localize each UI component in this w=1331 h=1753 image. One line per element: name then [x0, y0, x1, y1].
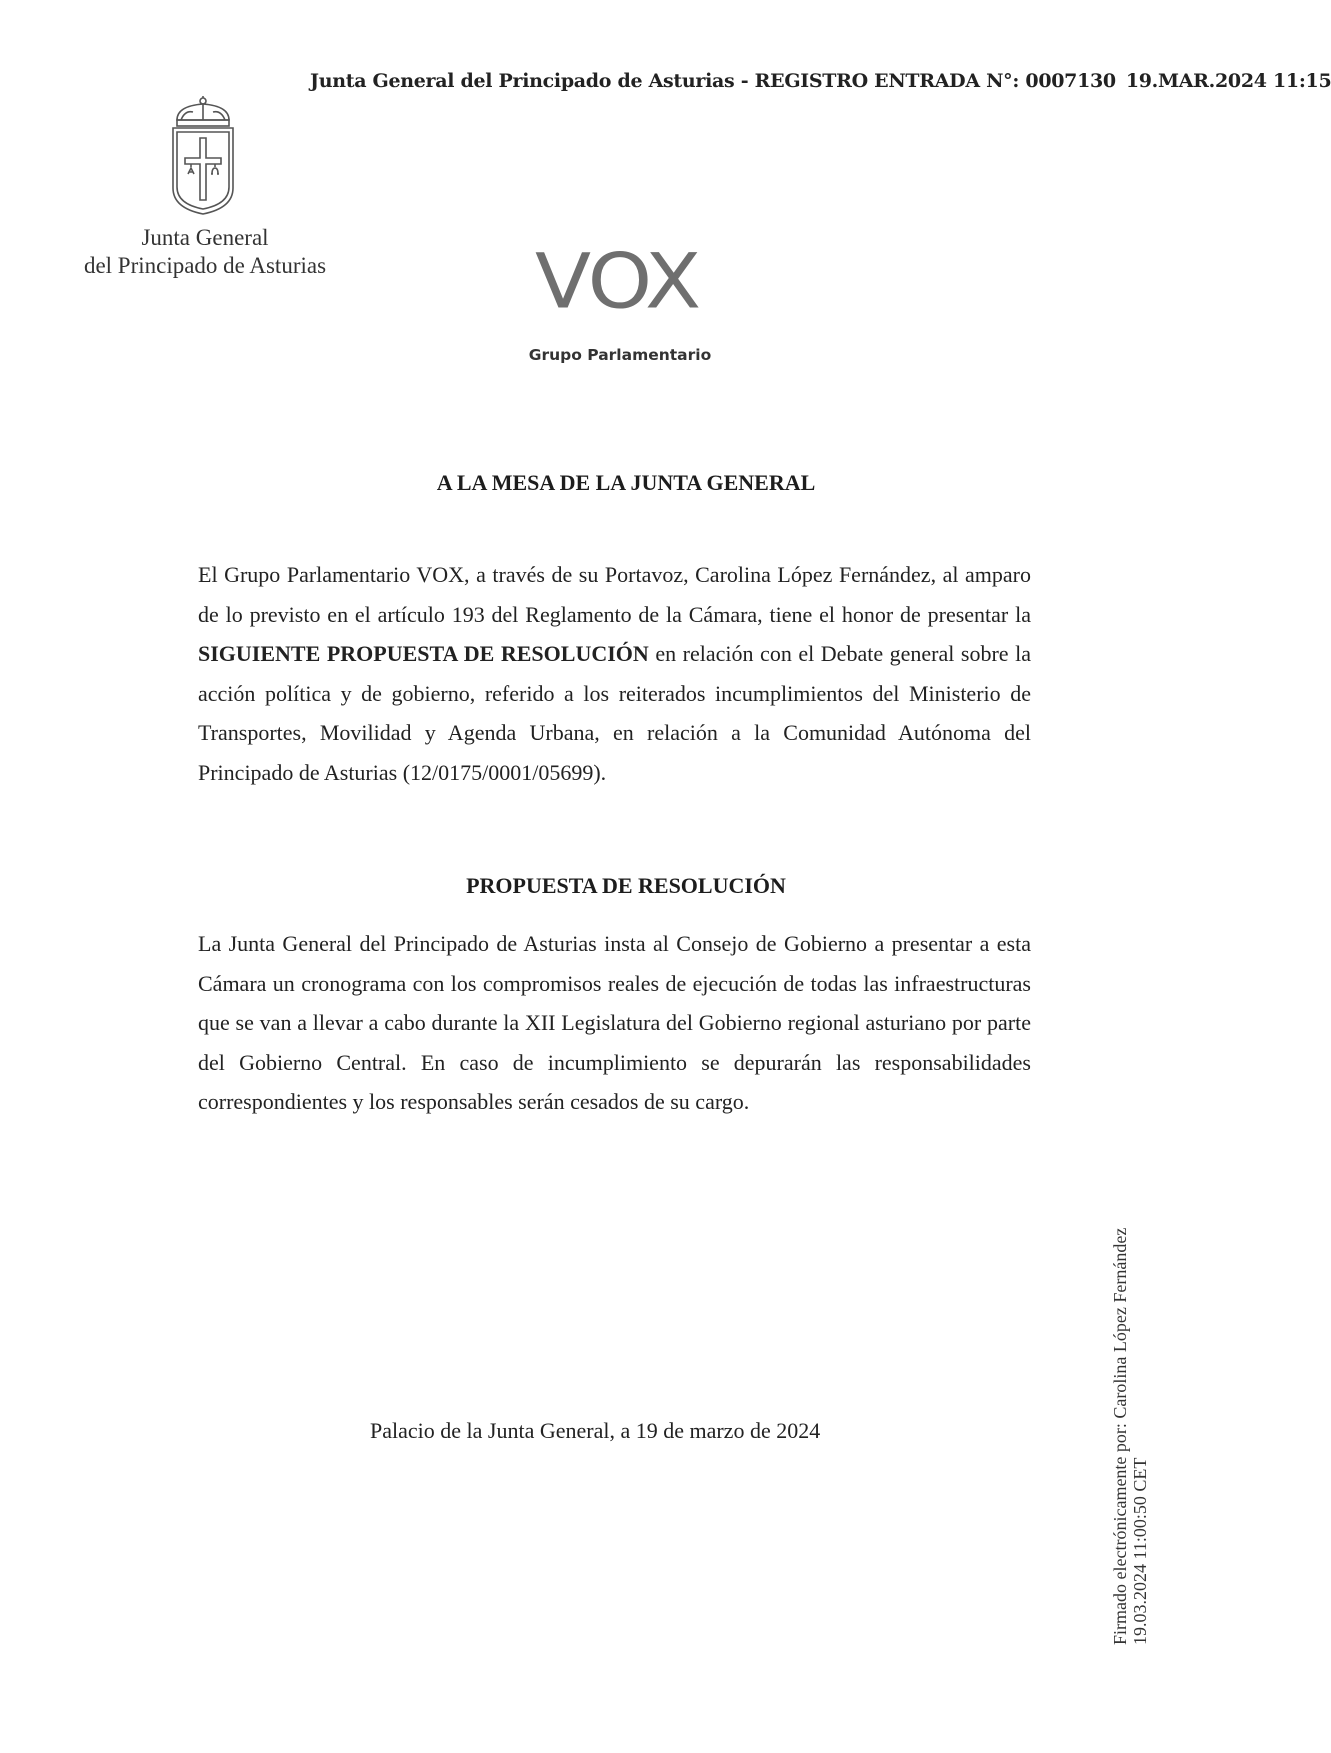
intro-text-end: en relación con el Debate general sobre la acción política y de gobierno, referido a los reiterados incumplimientos del Ministerio de Transportes, Movilidad y Agenda Urbana, en relación a la Comunidad Autónoma del Principado de Asturias (12/0175/0001/05699). — [198, 641, 1032, 785]
resolution-paragraph: La Junta General del Principado de Asturias insta al Consejo de Gobierno a presentar a esta Cámara un cronograma con los compromisos reales de ejecución de todas las infraestructuras que se van a llevar a cabo durante la XII Legislatura del Gobierno regional asturiano por parte del Gobierno Central. En caso de incumplimiento se depurarán las responsabilidades correspondientes y los responsables serán cesados de su cargo. — [198, 931, 1031, 1115]
addressee-heading: A LA MESA DE LA JUNTA GENERAL — [436, 470, 816, 495]
vox-logo: VOX — [535, 238, 700, 326]
section-title: PROPUESTA DE RESOLUCIÓN — [466, 873, 786, 898]
intro-text-bold: SIGUIENTE PROPUESTA DE RESOLUCIÓN — [198, 641, 649, 667]
registry-stamp — [310, 70, 1331, 92]
electronic-signature — [1110, 1225, 1162, 1645]
institution-name — [60, 224, 350, 280]
signature-timestamp: 19.03.2024 11:00:50 CET — [1130, 1457, 1150, 1645]
registry-number: Junta General del Principado de Asturias - REGISTRO ENTRADA N°: 0007130 — [310, 70, 1116, 92]
intro-paragraph — [198, 555, 1031, 793]
asturias-crest-icon — [163, 96, 243, 218]
registry-datetime: 19.MAR.2024 11:15 — [1125, 70, 1331, 92]
place-date: Palacio de la Junta General, a 19 de marzo de 2024 — [370, 1418, 821, 1443]
institution-line-2: del Principado de Asturias — [83, 253, 327, 278]
institution-line-1: Junta General — [141, 225, 269, 250]
intro-text-start: El Grupo Parlamentario VOX, a través de su Portavoz, Carolina López Fernández, al amparo de lo previsto en el artículo 193 del Reglamento de la Cámara, tiene el honor de presentar la — [198, 562, 1031, 627]
vox-caption: Grupo Parlamentario — [528, 346, 712, 364]
signature-signer: Firmado electrónicamente por: Carolina López Fernández — [1110, 1227, 1130, 1645]
